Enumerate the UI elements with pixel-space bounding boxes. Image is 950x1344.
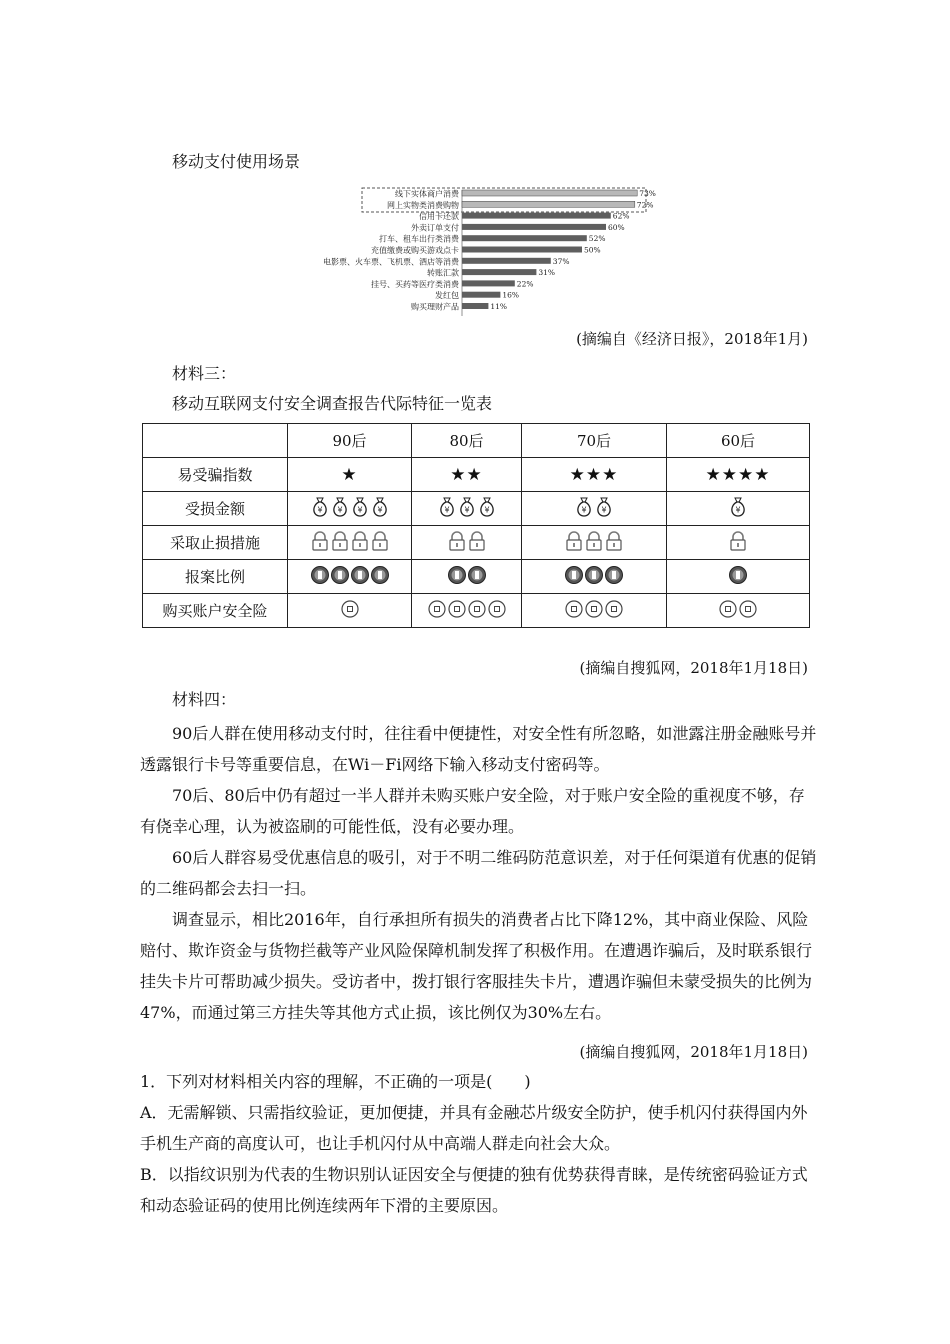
value-label: 52%	[588, 234, 606, 244]
bar	[462, 213, 611, 219]
lock-icon	[310, 530, 390, 552]
value-label: 60%	[608, 222, 625, 232]
bar	[462, 201, 635, 207]
svg-text:¥: ¥	[443, 505, 450, 514]
coin-icon	[427, 598, 507, 620]
category-label: 购买理财产品	[411, 302, 459, 312]
svg-text:¥: ¥	[463, 505, 470, 514]
paragraph: 调查显示，相比2016年，自行承担所有损失的消费者占比下降12%，其中商业保险、风险赔付、欺诈资金与货物拦截等产业风险保障机制发挥了积极作用。在遭遇诈骗后，及时联系银行挂失卡片可帮助减少损失。受访者中，拨打银行客服挂失卡片，遭遇诈骗但未蒙受损失的比例为47%，而通过第三方挂失等其他方式止损，该比例仅为30%左右。	[140, 910, 813, 1022]
value-label: 11%	[490, 302, 508, 311]
generation-feature-table	[142, 423, 810, 628]
icon-cell	[522, 492, 667, 526]
bar	[462, 190, 637, 196]
icon-cell	[667, 458, 810, 492]
icon-cell	[667, 594, 810, 628]
paragraph: 70后、80后中仍有超过一半人群并未购买账户安全险，对于账户安全险的重视度不够，存有侥幸心理，认为被盗刷的可能性低，没有必要办理。	[140, 786, 805, 836]
police-badge-icon	[310, 564, 390, 586]
value-label: 72%	[636, 200, 654, 210]
money-bag-icon	[437, 496, 497, 518]
value-label: 16%	[502, 290, 520, 300]
category-label: 打车、租车出行类消费	[379, 234, 459, 244]
bar	[462, 292, 500, 298]
lock-icon	[447, 530, 487, 552]
option-a: A．无需解锁、只需指纹验证，更加便捷，并具有金融芯片级安全防护，使手机闪付获得国内外手机生产商的高度认可，也让手机闪付从中高端人群走向社会大众。	[140, 1103, 808, 1153]
bar	[462, 280, 515, 286]
category-label: 网上实物类消费购物	[387, 200, 459, 210]
bar	[462, 258, 551, 264]
bar	[462, 269, 536, 275]
category-label: 信用卡还款	[419, 212, 459, 222]
coin-icon	[718, 598, 758, 620]
icon-cell	[412, 560, 522, 594]
category-label: 线下实体商户消费	[395, 189, 459, 199]
star-icon: ★★★★	[705, 464, 771, 485]
material-4-label: 材料四：	[172, 690, 237, 709]
column-header	[143, 424, 288, 458]
icon-cell	[667, 492, 810, 526]
icon-cell	[667, 526, 810, 560]
icon-cell	[667, 560, 810, 594]
table-header-row	[143, 424, 810, 458]
icon-cell	[522, 594, 667, 628]
police-badge-icon	[447, 564, 487, 586]
coin-icon	[340, 598, 360, 620]
paragraph: 90后人群在使用移动支付时，往往看中便捷性，对安全性有所忽略，如泄露注册金融账号并透露银行卡号等重要信息，在Wi－Fi网络下输入移动支付密码等。	[140, 724, 817, 774]
svg-text:¥: ¥	[483, 505, 490, 514]
lock-icon	[564, 530, 624, 552]
row-label: 采取止损措施	[143, 526, 288, 560]
icon-cell	[288, 492, 412, 526]
material-4-body	[140, 718, 820, 1028]
question-1: 1．下列对材料相关内容的理解，不正确的一项是( )	[140, 1072, 531, 1091]
table-row	[143, 526, 810, 560]
category-label: 电影票、火车票、飞机票、酒店等消费	[323, 257, 459, 267]
column-header: 90后	[288, 424, 412, 458]
table-row	[143, 594, 810, 628]
bar	[462, 247, 582, 253]
material-3-label: 材料三：	[172, 364, 237, 383]
icon-cell	[522, 560, 667, 594]
icon-cell	[288, 560, 412, 594]
bar	[462, 224, 606, 230]
money-bag-icon	[310, 496, 390, 518]
row-label: 受损金额	[143, 492, 288, 526]
lock-icon	[728, 530, 748, 552]
value-label: 37%	[552, 256, 570, 266]
value-label: 50%	[584, 245, 601, 255]
table-row	[143, 458, 810, 492]
star-icon: ★	[341, 464, 358, 485]
icon-cell	[412, 492, 522, 526]
icon-cell	[412, 526, 522, 560]
money-bag-icon	[574, 496, 614, 518]
column-header: 60后	[667, 424, 810, 458]
column-header: 70后	[522, 424, 667, 458]
table-row	[143, 492, 810, 526]
icon-cell	[412, 594, 522, 628]
category-label: 转账汇款	[427, 268, 459, 278]
icon-cell	[288, 594, 412, 628]
svg-text:¥: ¥	[581, 505, 587, 514]
value-label: 31%	[538, 268, 556, 278]
row-label: 易受骗指数	[143, 458, 288, 492]
source-note-3: (摘编自搜狐网，2018年1月18日)	[579, 1043, 808, 1061]
svg-text:¥: ¥	[376, 505, 383, 514]
value-label: 62%	[612, 211, 630, 221]
row-label: 购买账户安全险	[143, 594, 288, 628]
icon-cell	[522, 458, 667, 492]
chart-title: 移动支付使用场景	[172, 152, 301, 171]
source-note-1: (摘编自《经济日报》，2018年1月)	[576, 330, 808, 348]
svg-text:¥: ¥	[356, 505, 363, 514]
icon-cell	[288, 458, 412, 492]
icon-cell	[412, 458, 522, 492]
table-row	[143, 560, 810, 594]
category-label: 挂号、买药等医疗类消费	[371, 279, 459, 289]
question-block	[140, 1066, 820, 1221]
row-label: 报案比例	[143, 560, 288, 594]
usage-scenario-bar-chart	[300, 186, 660, 318]
money-bag-icon	[728, 496, 748, 518]
star-icon: ★★	[450, 464, 483, 485]
icon-cell	[288, 526, 412, 560]
column-header: 80后	[412, 424, 522, 458]
svg-text:¥: ¥	[601, 505, 607, 514]
bar	[462, 303, 488, 309]
icon-cell	[522, 526, 667, 560]
svg-text:¥: ¥	[336, 505, 343, 514]
police-badge-icon	[728, 564, 748, 586]
option-b: B．以指纹识别为代表的生物识别认证因安全与便捷的独有优势获得青睐，是传统密码验证方式和动态验证码的使用比例连续两年下滑的主要原因。	[140, 1165, 808, 1215]
value-label: 22%	[516, 279, 534, 289]
category-label: 发红包	[435, 291, 459, 301]
star-icon: ★★★	[569, 464, 619, 485]
table-title: 移动互联网支付安全调查报告代际特征一览表	[172, 394, 493, 413]
category-label: 外卖订单支付	[411, 223, 459, 233]
category-label: 充值缴费或购买游戏点卡	[371, 246, 459, 255]
source-note-2: (摘编自搜狐网，2018年1月18日)	[579, 659, 808, 677]
paragraph: 60后人群容易受优惠信息的吸引，对于不明二维码防范意识差，对于任何渠道有优惠的促销的二维码都会去扫一扫。	[140, 848, 817, 898]
police-badge-icon	[564, 564, 624, 586]
bar	[462, 235, 587, 241]
value-label: 73%	[639, 189, 656, 198]
coin-icon	[564, 598, 624, 620]
svg-text:¥: ¥	[316, 505, 323, 514]
svg-text:¥: ¥	[735, 505, 741, 514]
